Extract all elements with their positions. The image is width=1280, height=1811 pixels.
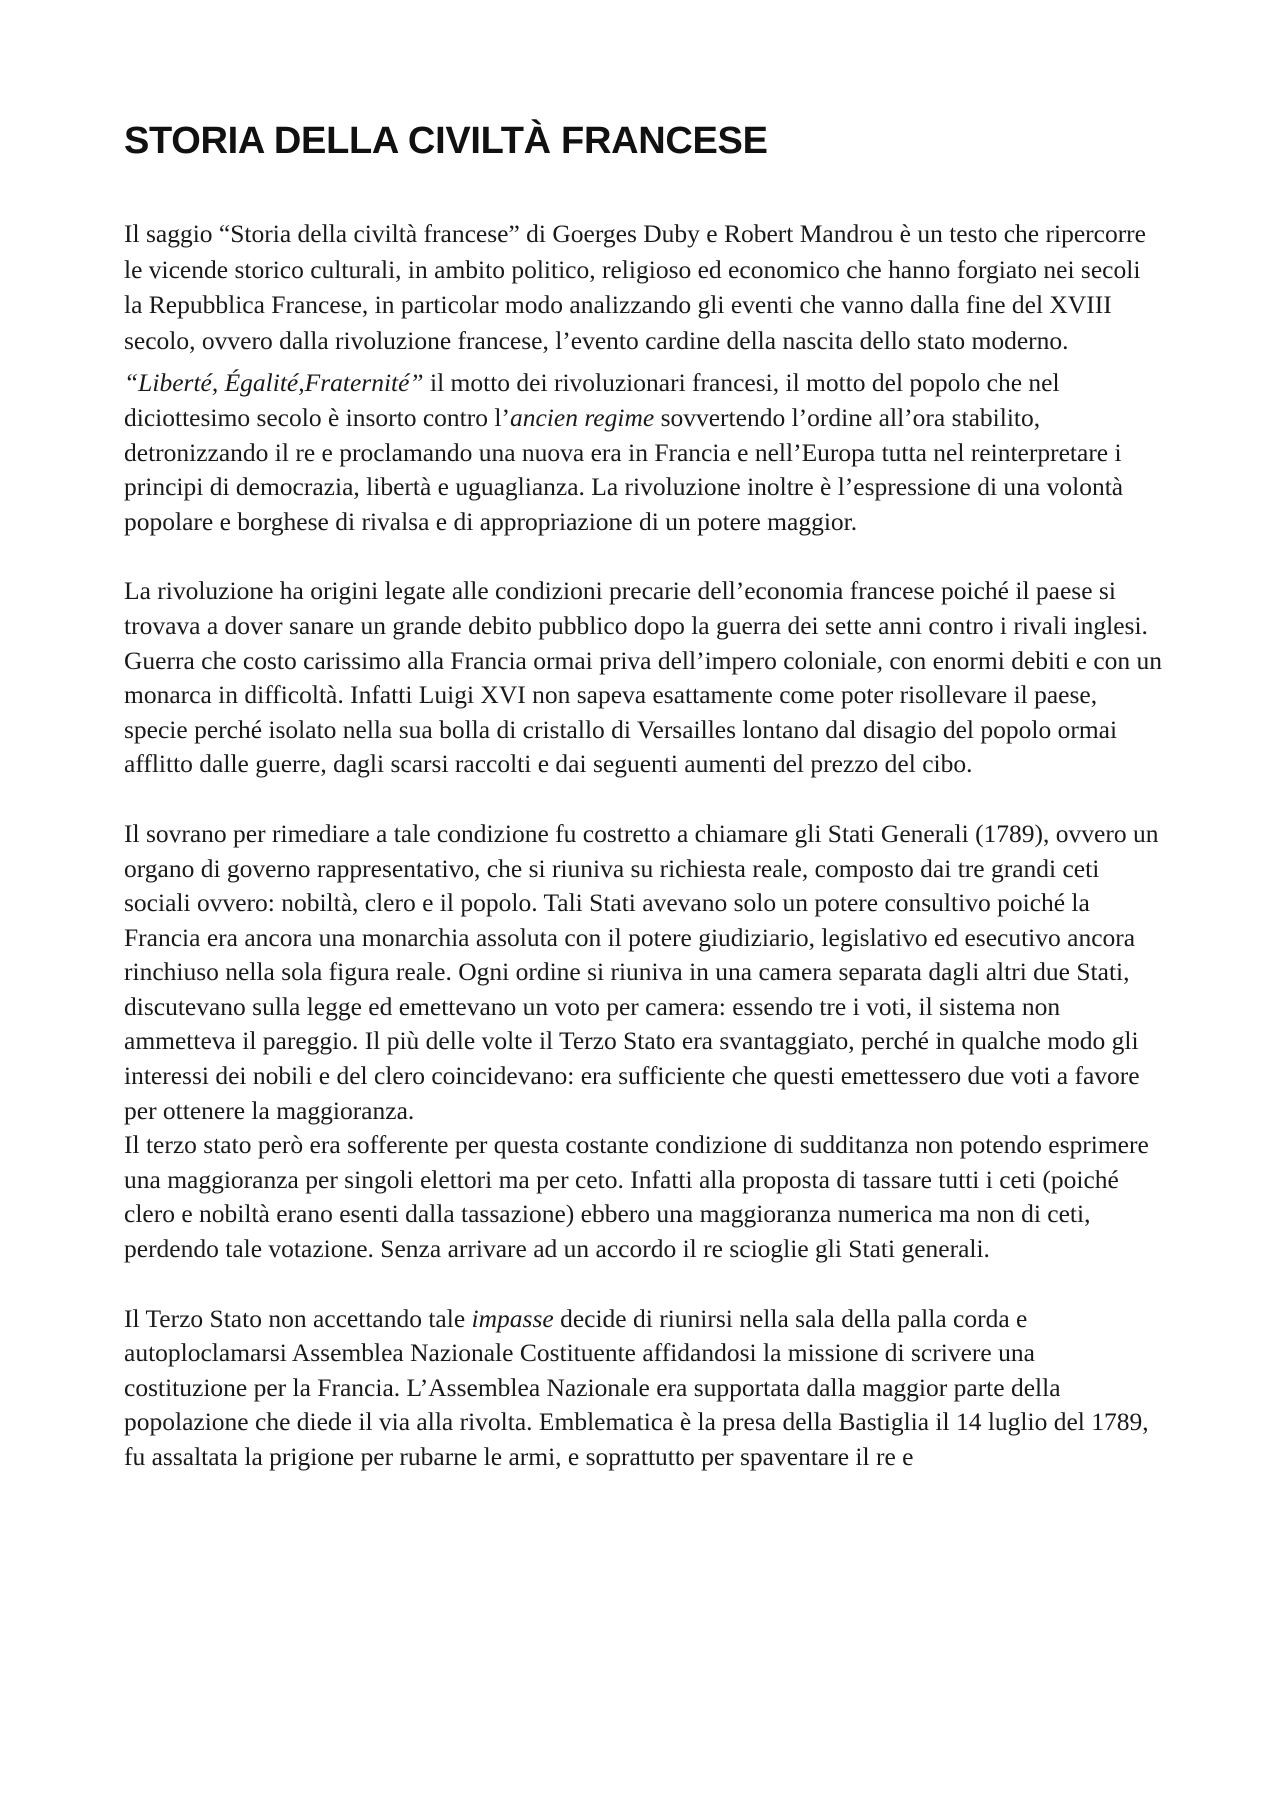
paragraph-assembly-text-2: decide di riunirsi nella sala della palla corda e autoploclamarsi Assemblea Nazionale Costituente affidandosi la missione di scrivere una costituzione per la Francia. L’Assemblea Nazionale era supportata dalla maggior parte della popolazione che diede il via alla rivolta. Emblematica è la presa della Bastiglia il 14 luglio del 1789, fu assaltata la prigione per rubarne le armi, e soprattutto per spaventare il re e	[124, 1303, 1149, 1471]
paragraph-origins: La rivoluzione ha origini legate alle condizioni precarie dell’economia francese poiché il paese si trovava a dover sanare un grande debito pubblico dopo la guerra dei sette anni contro i rivali inglesi. Guerra che costo carissimo alla Francia ormai priva dell’impero coloniale, con enormi debiti e con un monarca in difficoltà. Infatti Luigi XVI non sapeva esattamente come poter risollevare il paese, specie perché isolato nella sua bolla di cristallo di Versailles lontano dal disagio del popolo ormai afflitto dalle guerre, dagli scarsi raccolti e dai seguenti aumenti del prezzo del cibo.	[124, 576, 1163, 779]
impasse-text: impasse	[471, 1303, 554, 1333]
document-body	[124, 118, 1164, 1475]
ancien-regime-text: ancien regime	[509, 402, 655, 432]
paragraph-motto-text-2: sovvertendo l’ordine all’ora stabilito, detronizzando il re e proclamando una nuova era in Francia e nell’Europa tutta nel reinterpretare i principi di democrazia, libertà e uguaglianza. La rivoluzione inoltre è l’espressione di una volontà popolare e borghese di rivalsa e di appropriazione di un potere maggior.	[124, 402, 1124, 536]
paragraph-motto-text-1: il motto dei rivoluzionari francesi, il motto del popolo che nel diciottesimo secolo è insorto contro l’	[124, 368, 1060, 432]
document-title: STORIA DELLA CIVILTÀ FRANCESE	[124, 120, 768, 162]
paragraph-assembly-text-1: Il Terzo Stato non accettando tale	[124, 1303, 472, 1333]
paragraph-estates-general: Il sovrano per rimediare a tale condizione fu costretto a chiamare gli Stati Generali (1789), ovvero un organo di governo rappresentativo, che si riuniva su richiesta reale, composto dai tre grandi ceti sociali ovvero: nobiltà, clero e il popolo. Tali Stati avevano solo un potere consultivo poiché la Francia era ancora una monarchia assoluta con il potere giudiziario, legislativo ed esecutivo ancora rinchiuso nella sola figura reale. Ogni ordine si riuniva in una camera separata dagli altri due Stati, discutevano sulla legge ed emettevano un voto per camera: essendo tre i voti, il sistema non ammetteva il pareggio. Il più delle volte il Terzo Stato era svantaggiato, perché in qualche modo gli interessi dei nobili e del clero coincidevano: era sufficiente che questi emettessero due voti a favore per ottenere la maggioranza.	[124, 818, 1159, 1125]
paragraph-motto	[124, 366, 1164, 539]
paragraph-introduction: Il saggio “Storia della civiltà francese” di Goerges Duby e Robert Mandrou è un testo che ripercorre le vicende storico culturali, in ambito politico, religioso ed economico che hanno forgiato nei secoli la Repubblica Francese, in particolar modo analizzando gli eventi che vanno dalla fine del XVIII secolo, ovvero dalla rivoluzione francese, l’evento cardine della nascita dello stato moderno.	[124, 219, 1146, 355]
motto-text: “Liberté, Égalité,Fraternité”	[124, 368, 424, 398]
paragraph-third-estate: Il terzo stato però era sofferente per questa costante condizione di sudditanza non potendo esprimere una maggioranza per singoli elettori ma per ceto. Infatti alla proposta di tassare tutti i ceti (poiché clero e nobiltà erano esenti dalla tassazione) ebbero una maggioranza numerica ma non di ceti, perdendo tale votazione. Senza arrivare ad un accordo il re scioglie gli Stati generali.	[124, 1130, 1149, 1264]
paragraph-national-assembly	[124, 1302, 1164, 1475]
